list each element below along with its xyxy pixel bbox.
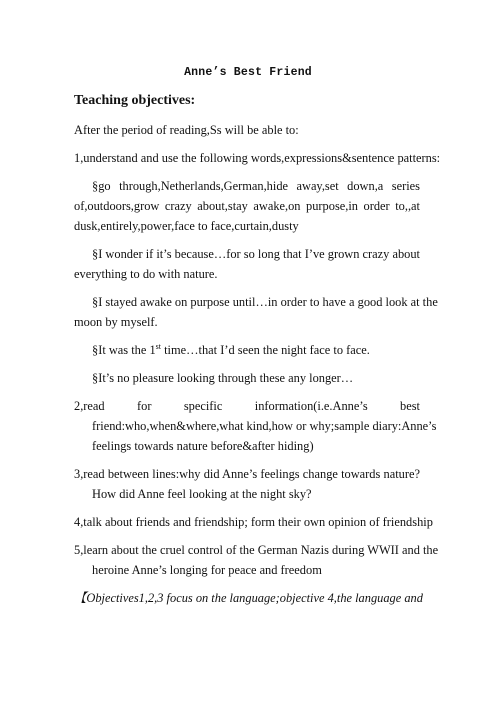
objective-5-line-2: heroine Anne’s longing for peace and freedom xyxy=(92,563,322,577)
vocab-line-2: of,outdoors,grow crazy about,stay awake,on purpose,in order to,,at xyxy=(74,199,420,213)
pattern-1-line-2: everything to do with nature. xyxy=(74,267,218,281)
pattern-3-line: §It was the 1st time…that I’d seen the night face to face. xyxy=(92,342,370,357)
objective-3-line-1: 3,read between lines:why did Anne’s feelings change towards nature? xyxy=(74,467,420,481)
section-heading: Teaching objectives: xyxy=(74,93,196,108)
pattern-2-line-1: §I stayed awake on purpose until…in order to have a good look at the xyxy=(92,295,438,309)
objective-5-line-1: 5,learn about the cruel control of the German Nazis during WWII and the xyxy=(74,543,439,557)
objectives-note-line: 【Objectives1,2,3 focus on the language;objective 4,the language and xyxy=(74,591,423,605)
objective-2-line-1: 2,read for specific information(i.e.Anne’s best xyxy=(74,399,420,413)
objective-4-line: 4,talk about friends and friendship; form their own opinion of friendship xyxy=(74,515,433,529)
objective-2-line-2: friend:who,when&where,what kind,how or why;sample diary:Anne’s xyxy=(92,419,437,433)
pattern-1-line-1: §I wonder if it’s because…for so long that I’ve grown crazy about xyxy=(92,247,420,261)
vocab-line-1: §go through,Netherlands,German,hide away,set down,a series xyxy=(92,179,420,193)
objective-1-line: 1,understand and use the following words,expressions&sentence patterns: xyxy=(74,151,441,165)
objective-2-line-3: feelings towards nature before&after hiding) xyxy=(92,439,314,453)
pattern-4-line: §It’s no pleasure looking through these any longer… xyxy=(92,371,354,385)
objective-3-line-2: How did Anne feel looking at the night sky? xyxy=(92,487,312,501)
pattern-2-line-2: moon by myself. xyxy=(74,315,158,329)
document-title: Anne’s Best Friend xyxy=(184,66,312,79)
intro-line: After the period of reading,Ss will be able to: xyxy=(74,123,299,137)
vocab-line-3: dusk,entirely,power,face to face,curtain,dusty xyxy=(74,219,299,233)
